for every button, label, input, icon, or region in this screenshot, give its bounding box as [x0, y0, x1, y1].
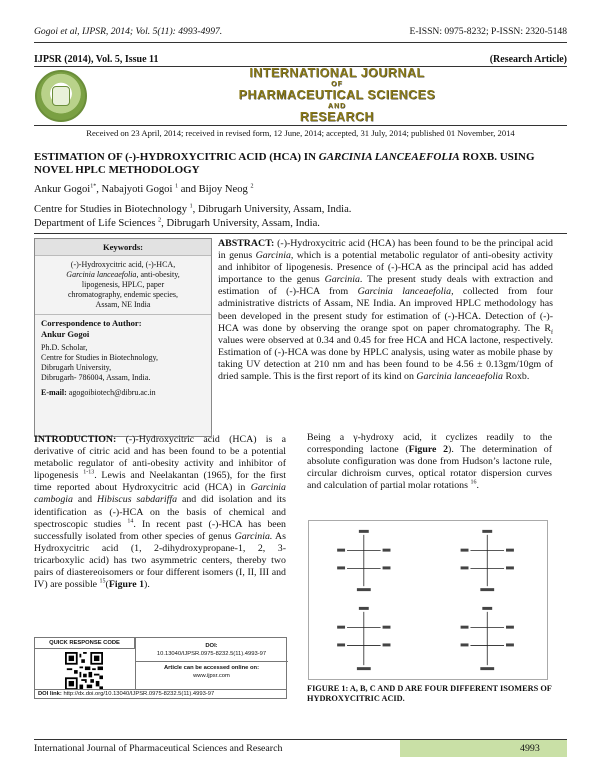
author-list: Ankur Gogoi$^{1*}$, Nabajyoti Gogoi $^1$ and Bijoy Neog $^2$: [34, 183, 254, 195]
doi-link[interactable]: DOI link: http://dx.doi.org/10.13040/IJPSR.0975-8232.5(11).4993-97: [35, 689, 286, 698]
qr-code-icon[interactable]: [65, 652, 103, 690]
correspondence-email[interactable]: E-mail: agogoibiotech@dibru.ac.in: [41, 388, 156, 397]
journal-title-line3: PHARMACEUTICAL SCIENCES: [238, 88, 436, 102]
journal-logo: [35, 70, 87, 122]
keywords-box: [34, 238, 212, 437]
qr-code-box: [34, 637, 287, 699]
introduction-text: INTRODUCTION: (-)-Hydroxycitric acid (HCA) is a derivative of citric acid and has been found to be a potential metabolic regulator of anti-obesity activity and inhibitor of lipogenesis $^{1-13}$. Lewis and Neelakantan (1965), for the first time reported about Hydroxycitric acid (HCA) in Garcinia cambogia and Hibiscus sabdariffa and did isolation and its identification as (-)-HCA on the basis of chemical and spectroscopic studies $^{14}$. In recent past (-)-HCA has been successfully isolated from other species of genus Garcinia. As Hydroxycitric acid (1, 2-dihydroxypropane-1, 2, 3-tricarboxylic acid) has two asymmetric centers, thereby two pairs of diastereoisomers or four different isomers (I, II, III and IV) are possible $^{15}$(Figure 1).: [34, 434, 286, 591]
article-type: (Research Article): [489, 54, 567, 65]
figure-1-caption: FIGURE 1: A, B, C AND D ARE FOUR DIFFERENT ISOMERS OF HYDROXYCITRIC ACID.: [307, 684, 552, 703]
running-header-issn: E-ISSN: 0975-8232; P-ISSN: 2320-5148: [409, 26, 567, 37]
correspondence-name: Ankur Gogoi: [41, 329, 90, 339]
received-dates: Received on 23 April, 2014; received in revised form, 12 June, 2014; accepted, 31 July, 2014; published 01 November, 2014: [86, 128, 515, 138]
affiliation-1: Centre for Studies in Biotechnology $^1$, Dibrugarh University, Assam, India.: [34, 203, 352, 215]
correspondence-address: Ph.D. Scholar, Centre for Studies in Biotechnology, Dibrugarh University, Dibrugarh- 786004, Assam, India.: [41, 343, 159, 382]
journal-title-line5: RESEARCH: [299, 110, 375, 124]
issue-label: IJPSR (2014), Vol. 5, Issue 11: [34, 54, 159, 65]
doi-value[interactable]: 10.13040/IJPSR.0975-8232.5(11).4993-97: [156, 651, 267, 657]
journal-title: [210, 67, 464, 124]
header-rule: [34, 42, 567, 43]
journal-title-line4: AND: [327, 103, 347, 110]
keywords-heading: Keywords:: [35, 239, 211, 256]
access-url-link[interactable]: www.ijpsr.com: [193, 673, 230, 679]
affiliation-rule: [34, 233, 567, 234]
abstract: ABSTRACT: (-)-Hydroxycitric acid (HCA) has been found to be the principal acid in genus Garcinia, which is a potential metabolic regulator of anti-obesity activity and inhibitor of lipogenesis. Presence of (-)-HCA as the principal acid has added importance to the genus Garcinia. The present study deals with extraction and estimation of (-)-HCA from Garcinia lanceaefolia, collected from four administrative districts of Assam, NE India. An improved HPLC methodology has been developed in the present study for estimation of (-)-HCA. Detection of (-)-HCA was done by observing the orange spot on paper chromatography. The $R_f$ values were observed at 0.34 and 0.45 for free HCA and HCA lactone, respectively. Estimation of (-)-HCA was done by HPLC analysis, using water as mobile phase by taking UV detection at 210 nm and has been found to be 4.56 ± 0.13gm/10gm of dried sample. This is the first report of its kind on Garcinia lanceaefolia Roxb.: [218, 238, 553, 383]
figure-1-structures: [308, 520, 548, 680]
correspondence-heading: Correspondence to Author: Ankur Gogoi: [35, 314, 211, 340]
affiliation-2: Department of Life Sciences $^2$, Dibrugarh University, Assam, India.: [34, 217, 320, 229]
running-header-citation: Gogoi et al, IJPSR, 2014; Vol. 5(11): 4993-4997.: [34, 26, 223, 37]
footer-journal-name: International Journal of Pharmaceutical Sciences and Research: [34, 743, 283, 754]
right-column-text: Being a γ-hydroxy acid, it cyclizes readily to the corresponding lactone (Figure 2). The determination of absolute configuration was done from Hudson’s lactone rule, circular dichroism curves, optical rotator dispersion curves and calculation of partial molar rotations $^{16}$.: [307, 432, 553, 492]
keywords-list: (-)-Hydroxycitric acid, (-)-HCA, Garcinia lanceaefolia, anti-obesity, lipogenesis, HPLC, paper chromatography, endemic species, Assam, NE India: [66, 260, 180, 309]
qr-doi-info: DOI: 10.13040/IJPSR.0975-8232.5(11).4993-97 Article can be accessed online on: www.ijpsr.com: [136, 642, 287, 680]
page-number: 4993: [520, 743, 540, 754]
journal-title-line2: OF: [331, 81, 343, 88]
footer-page-bar: [400, 740, 567, 757]
logo-rule: [34, 125, 567, 126]
logo-book-icon: [52, 86, 70, 106]
journal-title-line1: INTERNATIONAL JOURNAL: [249, 66, 425, 80]
article-title: ESTIMATION OF (-)-HYDROXYCITRIC ACID (HCA) IN GARCINIA LANCEAEFOLIA ROXB. USING NOVEL HPLC METHODOLOGY: [34, 151, 535, 176]
qr-heading: QUICK RESPONSE CODE: [35, 638, 135, 649]
